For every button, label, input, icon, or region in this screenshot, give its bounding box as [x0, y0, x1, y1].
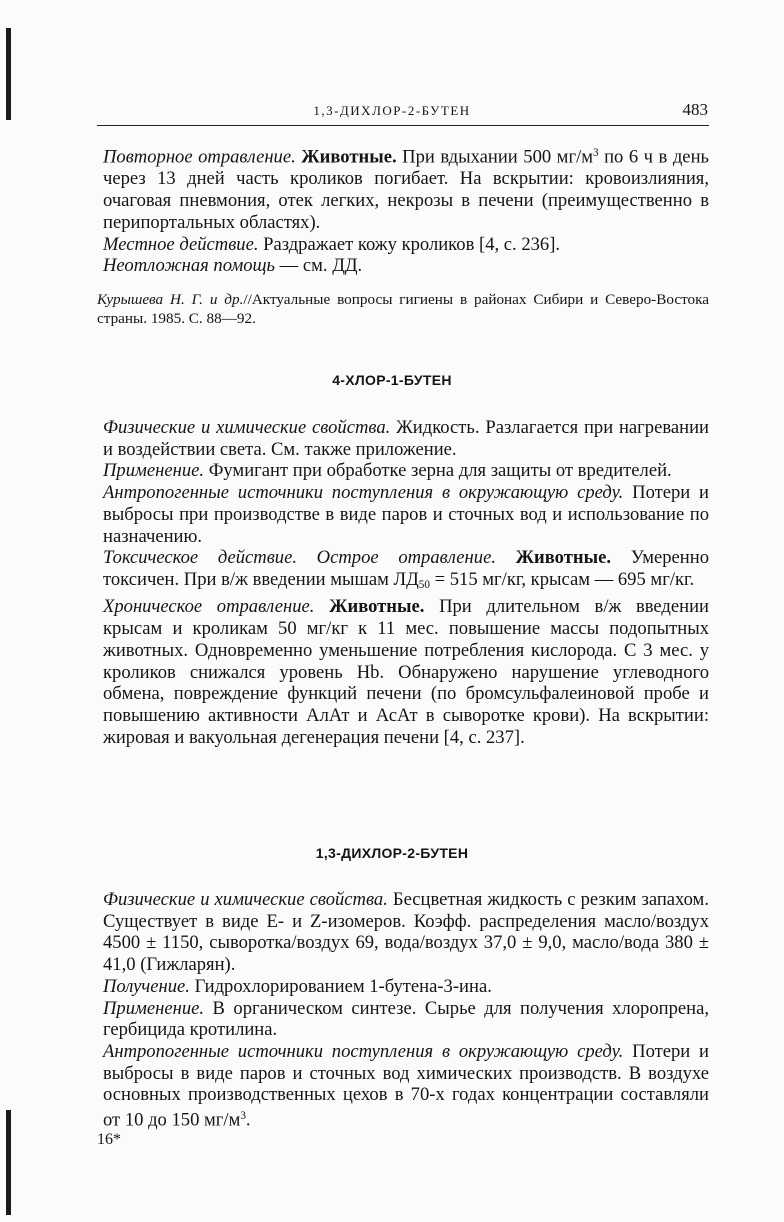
paragraph-label: Местное действие.	[103, 233, 259, 255]
paragraph-label: Применение.	[103, 997, 205, 1019]
text: При вдыхании 500 мг/м	[396, 146, 594, 168]
running-head	[0, 101, 784, 121]
paragraph-label: Токсическое действие. Острое отравление.	[103, 547, 496, 569]
section-heading: 4-ХЛОР-1-БУТЕН	[332, 372, 452, 388]
paragraph	[97, 234, 709, 256]
text: Потери и выбросы при производстве в виде паров и сточных вод и использование по назначению.	[103, 482, 710, 547]
paragraph-label: Неотложная помощь	[103, 255, 275, 277]
bold-label: Животные.	[515, 547, 612, 569]
paragraph	[97, 482, 709, 547]
text: — см. ДД.	[274, 255, 363, 277]
signature-mark: 16*	[97, 1131, 121, 1148]
text: При длительном в/ж введении крысам и кроликам 50 мг/кг к 11 мес. повышение массы подопытных животных. Одновременно уменьшение потребления кислорода. С 3 мес. у кроликов снижался уровень Hb. Обнаружено нарушение углеводного обмена, повреждение функций печени (по бромсульфалеиновой пробе и повышению активности АлАт и АсАт в сыворотке крови). На вскрытии: жировая и вакуольная дегенерация печени [4, с. 237].	[103, 596, 709, 748]
reference-authors: Курышева Н. Г. и др.	[97, 291, 244, 308]
paragraph-label: Физические и химические свойства.	[103, 417, 391, 438]
paragraph	[97, 976, 709, 998]
paragraph	[97, 547, 709, 596]
paragraph-label: Антропогенные источники поступления в окружающую среду.	[103, 1040, 624, 1062]
text: Бесцветная жидкость с резким запахом. Существует в виде E- и Z-изомеров. Коэфф. распределения масло/воздух 4500 ± 1150, сыворотка/воздух 69, вода/воздух 37,0 ± 9,0, масло/вода 380 ± 41,0 (Гижларян).	[103, 889, 709, 976]
text: Умеренно токсичен. При в/ж введении мышам ЛД	[103, 547, 710, 590]
section-body	[97, 889, 709, 1131]
section-body	[97, 417, 709, 748]
text: Потери и выбросы в виде паров и сточных вод химических производств. В воздухе основных производственных цехов в 70-х годах концентрации составляли от 10 до 150 мг/м	[103, 1040, 710, 1131]
section-heading: 1,3-ДИХЛОР-2-БУТЕН	[315, 845, 469, 861]
paragraph	[97, 596, 709, 748]
text: В органическом синтезе. Сырье для получения хлоропрена, гербицида кротилина.	[103, 997, 709, 1041]
running-head-title: 1,3-ДИХЛОР-2-БУТЕН	[313, 103, 471, 118]
paragraph-label: Хроническое отравление.	[103, 596, 315, 618]
page-number: 483	[682, 100, 708, 119]
header-rule	[97, 125, 709, 126]
paragraph-label: Антропогенные источники поступления в окружающую среду.	[103, 482, 624, 504]
paragraph	[97, 255, 709, 277]
paragraph	[97, 1041, 709, 1132]
paragraph	[97, 417, 709, 460]
paragraph-label: Получение.	[103, 975, 190, 997]
paragraph	[97, 998, 709, 1041]
paragraph	[97, 143, 709, 234]
text: Гидрохлорированием 1-бутена-3-ина.	[189, 975, 492, 997]
superscript: 3	[593, 147, 599, 159]
subscript: 50	[418, 578, 430, 591]
paragraph	[97, 460, 709, 482]
text: Раздражает кожу кроликов [4, с. 236].	[258, 233, 561, 255]
reference	[97, 291, 709, 328]
text-block-continuation	[97, 143, 709, 277]
paragraph-label: Повторное отравление.	[103, 146, 296, 168]
bold-label: Животные.	[329, 596, 425, 618]
text: = 515 мг/кг, крысам — 695 мг/кг.	[429, 568, 695, 590]
text: по 6 ч в день через 13 дней часть кроликов погибает. На вскрытии: кровоизлияния, очаговая пневмония, отек легких, некрозы в печени (преимущественно в перипортальных областях).	[103, 146, 709, 233]
superscript: 3	[240, 1110, 246, 1123]
paragraph-label: Применение.	[103, 460, 205, 482]
page-edge-shadow	[6, 1110, 11, 1215]
text: .	[245, 1109, 251, 1131]
text: Жидкость. Разлагается при нагревании и воздействии света. См. также приложение.	[103, 417, 709, 460]
bold-label: Животные.	[301, 146, 397, 168]
paragraph	[97, 889, 709, 976]
reference-text: //Актуальные вопросы гигиены в районах Сибири и Северо-Востока страны. 1985. С. 88—92.	[97, 291, 709, 327]
paragraph-label: Физические и химические свойства.	[103, 889, 388, 910]
text: Фумигант при обработке зерна для защиты от вредителей.	[204, 460, 672, 482]
